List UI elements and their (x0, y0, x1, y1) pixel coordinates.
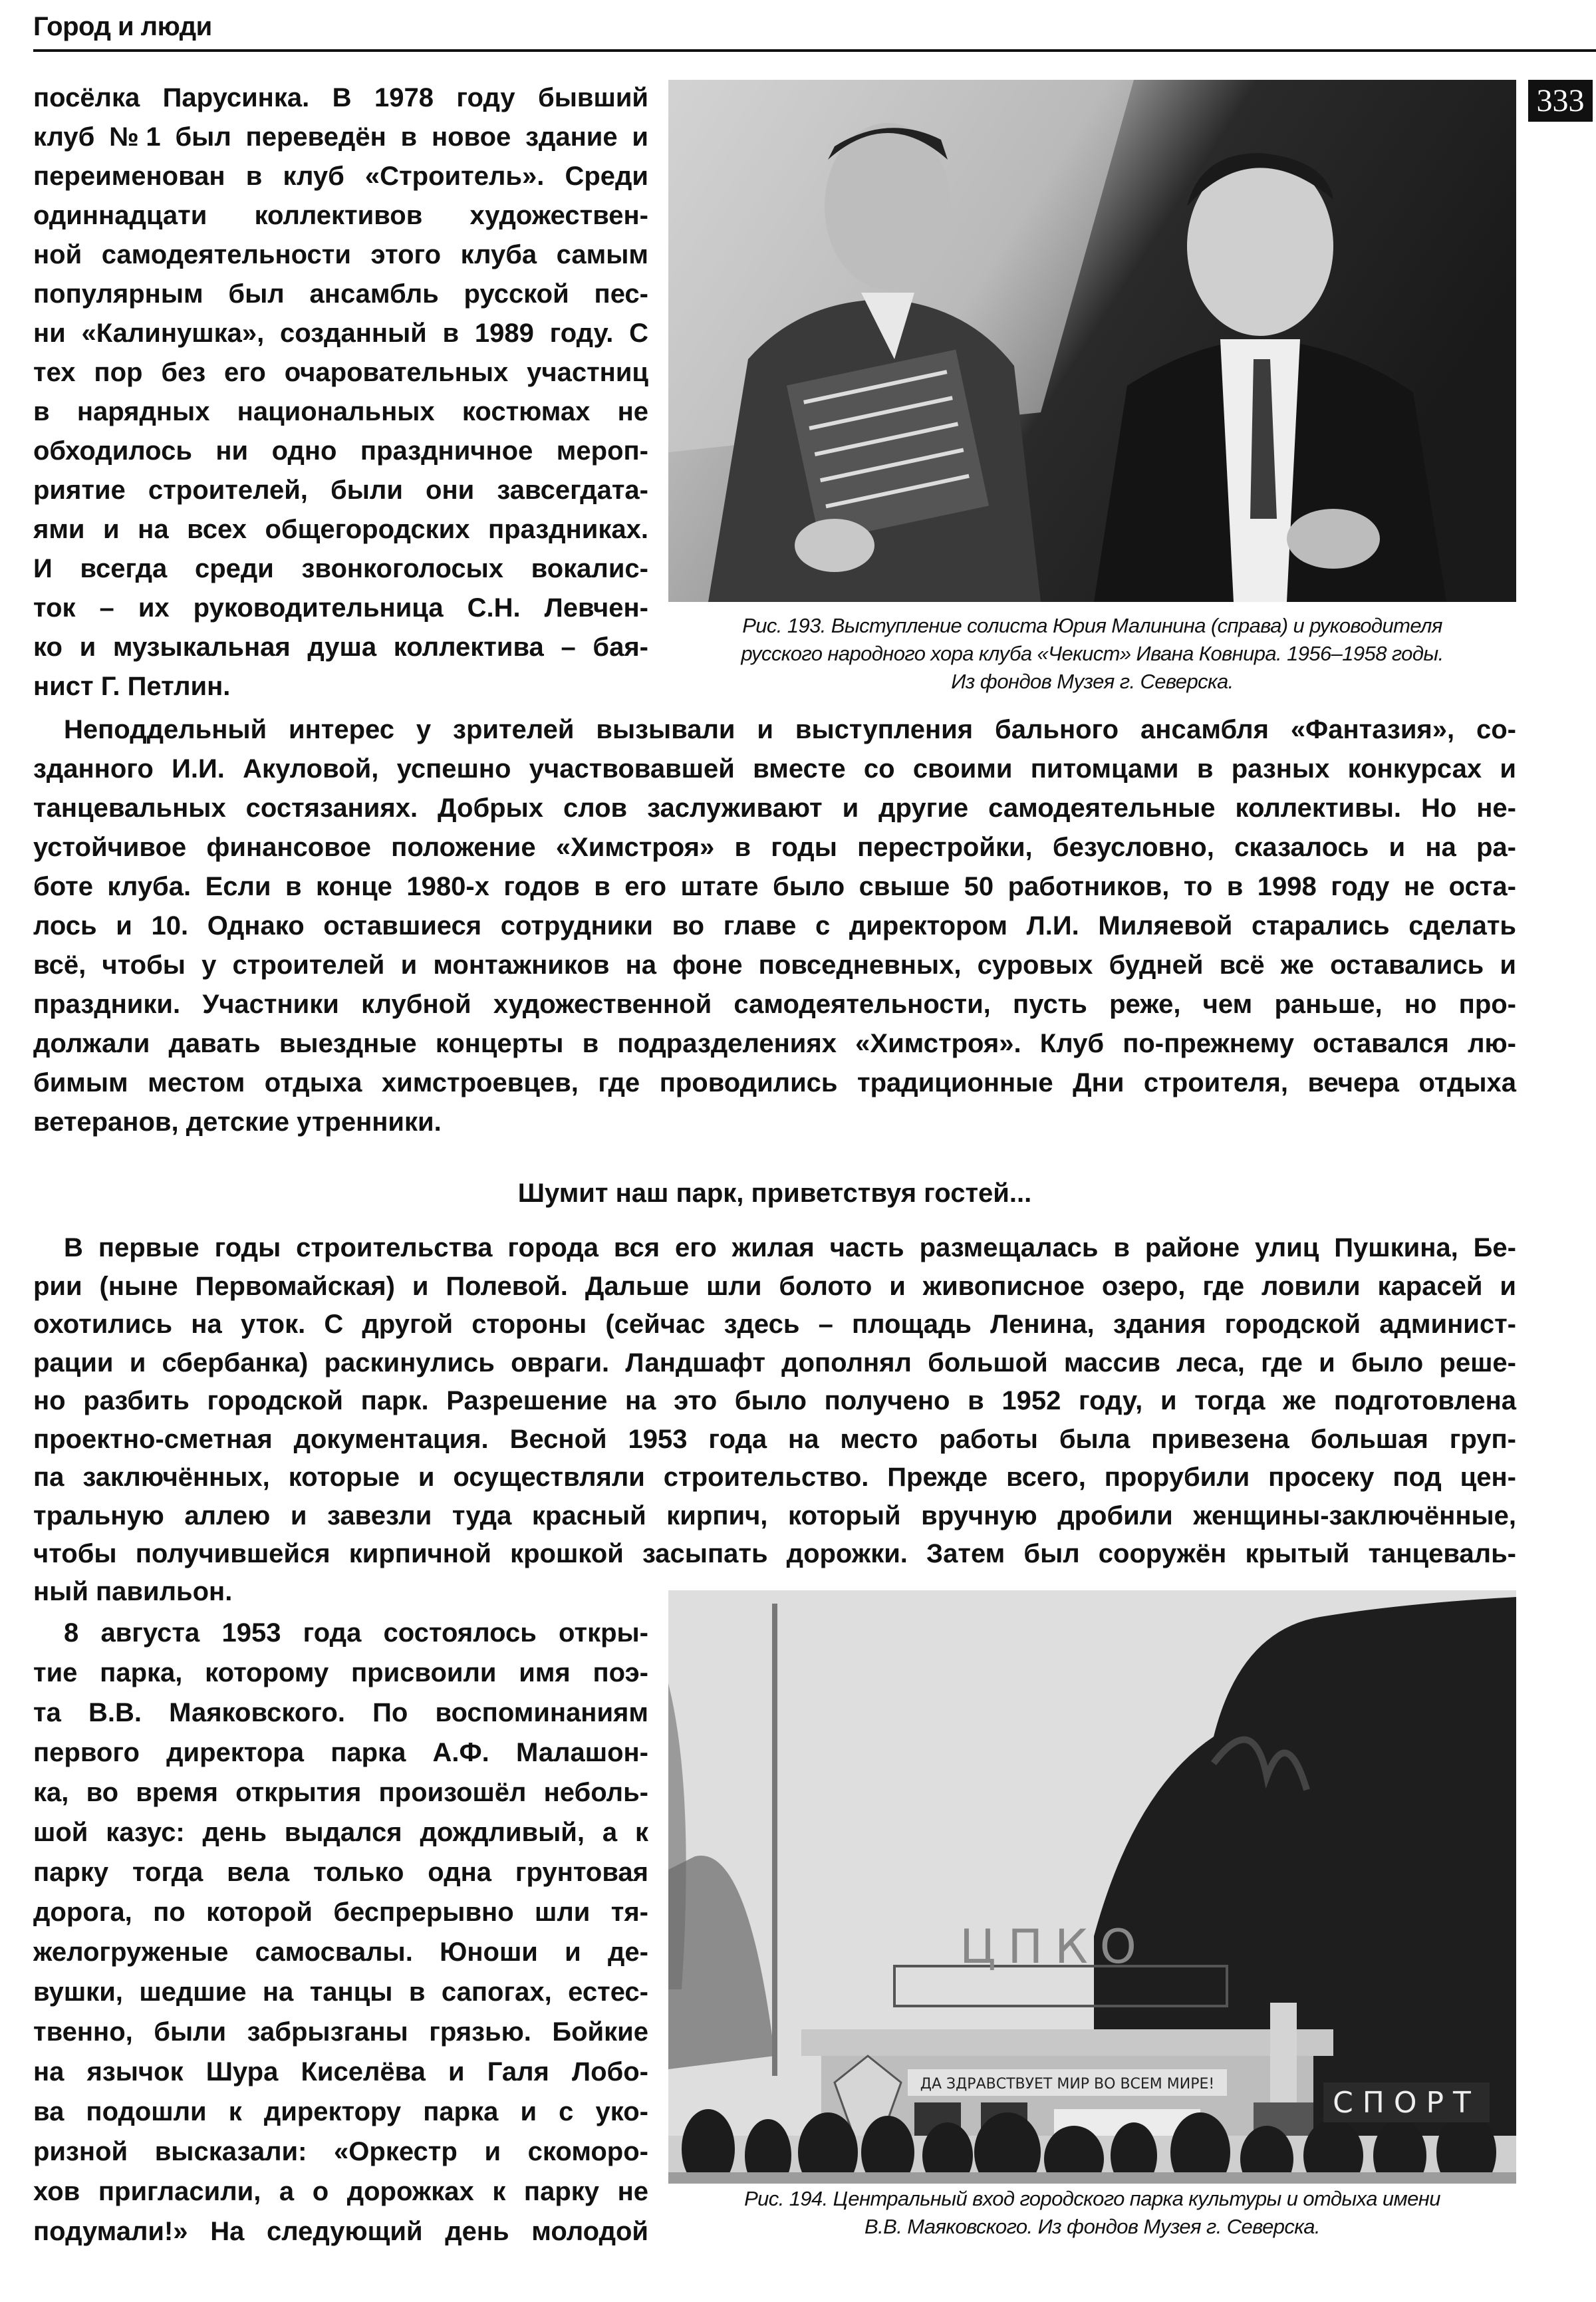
text-column-top (33, 78, 648, 706)
text-line: одиннадцати коллективов художествен- (33, 201, 648, 230)
paragraph-park-end (33, 1573, 648, 1612)
text-line: желогруженые самосвалы. Юноши и де- (33, 1938, 648, 1967)
text-line: в нарядных национальных костюмах не (33, 397, 648, 426)
text-line: клуб №1 был переведён в новое здание и (33, 122, 648, 152)
text-line: твенно, были забрызганы грязью. Бойкие (33, 2017, 648, 2047)
text-line: популярным был ансамбль русской пес- (33, 279, 648, 309)
text-line: праздники. Участники клубной художественной самодеятельности, пусть реже, чем раньше, но про- (33, 990, 1516, 1019)
figure-193-caption (668, 612, 1516, 696)
photo-accordion-performance (668, 80, 1516, 602)
text-line: нист Г. Петлин. (33, 672, 231, 701)
text-line: Неподдельный интерес у зрителей вызывали и выступления бального ансамбля «Фантазия», со- (64, 715, 1516, 744)
text-line: В первые годы строительства города вся его жилая часть размещалась в районе улиц Пушкина, Бе- (64, 1233, 1516, 1262)
text-line: парку тогда вела только одна грунтовая (33, 1858, 648, 1887)
text-line: боте клуба. Если в конце 1980-х годов в его штате было свыше 50 работников, то в 1998 году не оста- (33, 872, 1516, 901)
text-line: бимым местом отдыха химстроевцев, где проводились традиционные Дни строителя, вечера отдыха (33, 1068, 1516, 1097)
caption-line: Рис. 193. Выступление солиста Юрия Малинина (справа) и руководителя (742, 614, 1442, 637)
text-line: но разбить городской парк. Разрешение на это было получено в 1952 году, и тогда же подготовлена (33, 1386, 1516, 1415)
text-line: ни «Калинушка», созданный в 1989 году. С (33, 319, 648, 348)
text-line: И всегда среди звонкоголосых вокалис- (33, 554, 648, 583)
text-line: рации и сбербанка) раскинулись овраги. Ландшафт дополнял большой массив леса, где и было реше- (33, 1348, 1516, 1377)
text-line: обходилось ни одно праздничное мероп- (33, 436, 648, 466)
text-line: вушки, шедшие на танцы в сапогах, естес- (33, 1977, 648, 2007)
text-line: ко и музыкальная душа коллектива – бая- (33, 633, 648, 662)
text-line: танцевальных состязаниях. Добрых слов заслуживают и другие самодеятельные коллективы. Но не- (33, 793, 1516, 823)
text-line: та В.В. Маяковского. По воспоминаниям (33, 1698, 648, 1727)
text-line: тральную аллею и завезли туда красный кирпич, который вручную дробили женщины-заключённые, (33, 1501, 1516, 1530)
text-line: проектно-сметная документация. Весной 1953 года на место работы была привезена большая груп- (33, 1424, 1516, 1454)
text-line: устойчивое финансовое положение «Химстроя» в годы перестройки, безусловно, сказалось и на ра- (33, 833, 1516, 862)
text-line: ями и на всех общегородских праздниках. (33, 515, 648, 544)
text-line: на язычок Шура Киселёва и Галя Лобо- (33, 2057, 648, 2086)
caption-line: В.В. Маяковского. Из фондов Музея г. Северска. (864, 2215, 1320, 2238)
text-line: 8 августа 1953 года состоялось откры- (64, 1618, 648, 1648)
header-rule (33, 49, 1596, 52)
text-line: ный павильон. (33, 1577, 233, 1606)
text-line: посёлка Парусинка. В 1978 году бывший (33, 83, 648, 112)
text-line: тех пор без его очаровательных участниц (33, 358, 648, 387)
text-line: дорога, по которой беспрерывно шли тя- (33, 1898, 648, 1927)
text-line: чтобы получившейся кирпичной крошкой засыпать дорожки. Затем был сооружён крытый танцеваль- (33, 1539, 1516, 1568)
text-line: подумали!» На следующий день молодой (33, 2217, 648, 2246)
text-line: ной самодеятельности этого клуба самым (33, 240, 648, 269)
photo-park-entrance (668, 1590, 1516, 2184)
text-line: охотились на уток. С другой стороны (сейчас здесь – площадь Ленина, здания городской админист- (33, 1310, 1516, 1339)
text-line: первого директора парка А.Ф. Малашон- (33, 1738, 648, 1767)
text-line: ва подошли к директору парка и с уко- (33, 2097, 648, 2126)
text-line: хов пригласили, а о дорожках к парку не (33, 2177, 648, 2206)
sign-sport: СПОРТ (1333, 2086, 1480, 2120)
text-line: лось и 10. Однако оставшиеся сотрудники во главе с директором Л.И. Миляевой старались сделать (33, 911, 1516, 940)
caption-line: русского народного хора клуба «Чекист» Ивана Ковнира. 1956–1958 годы. (741, 642, 1444, 665)
sign-banner: ДА ЗДРАВСТВУЕТ МИР ВО ВСЕМ МИРЕ! (920, 2076, 1215, 2092)
text-line: па заключённых, которые и осуществляли строительство. Прежде всего, прорубили просеку под цен- (33, 1463, 1516, 1492)
caption-line: Из фондов Музея г. Северска. (951, 670, 1234, 693)
text-line: зданного И.И. Акуловой, успешно участвовавшей вместе со своими питомцами в разных конкурсах и (33, 754, 1516, 784)
text-line: всё, чтобы у строителей и монтажников на фоне повседневных, суровых будней всё же оставались и (33, 950, 1516, 980)
running-head: Город и люди (33, 12, 212, 41)
text-line: ка, во время открытия произошёл неболь- (33, 1778, 648, 1807)
text-line: должали давать выездные концерты в подразделениях «Химстроя». Клуб по-прежнему оставался лю- (33, 1029, 1516, 1058)
text-line: риятие строителей, были они завсегдата- (33, 476, 648, 505)
caption-line: Рис. 194. Центральный вход городского парка культуры и отдыха имени (744, 2187, 1440, 2210)
paragraph-fantasia (33, 710, 1516, 1142)
sign-cpko: ЦПКО (960, 1920, 1148, 1974)
text-line: ветеранов, детские утренники. (33, 1107, 442, 1137)
text-column-bottom (33, 1613, 648, 2251)
text-line: шой казус: день выдался дождливый, а к (33, 1818, 648, 1847)
text-line: ток – их руководительница С.Н. Левчен- (33, 593, 648, 623)
text-line: переименован в клуб «Строитель». Среди (33, 162, 648, 191)
text-line: рии (ныне Первомайская) и Полевой. Дальше шли болото и живописное озеро, где ловили карасей и (33, 1271, 1516, 1301)
section-heading: Шумит наш парк, приветствуя гостей... (517, 1179, 1032, 1208)
text-line: тие парка, которому присвоили имя поэ- (33, 1658, 648, 1687)
figure-194-caption (668, 2185, 1516, 2241)
text-line: ризной высказали: «Оркестр и скоморо- (33, 2137, 648, 2166)
page-number: 333 (1528, 80, 1593, 122)
paragraph-park (33, 1229, 1516, 1574)
